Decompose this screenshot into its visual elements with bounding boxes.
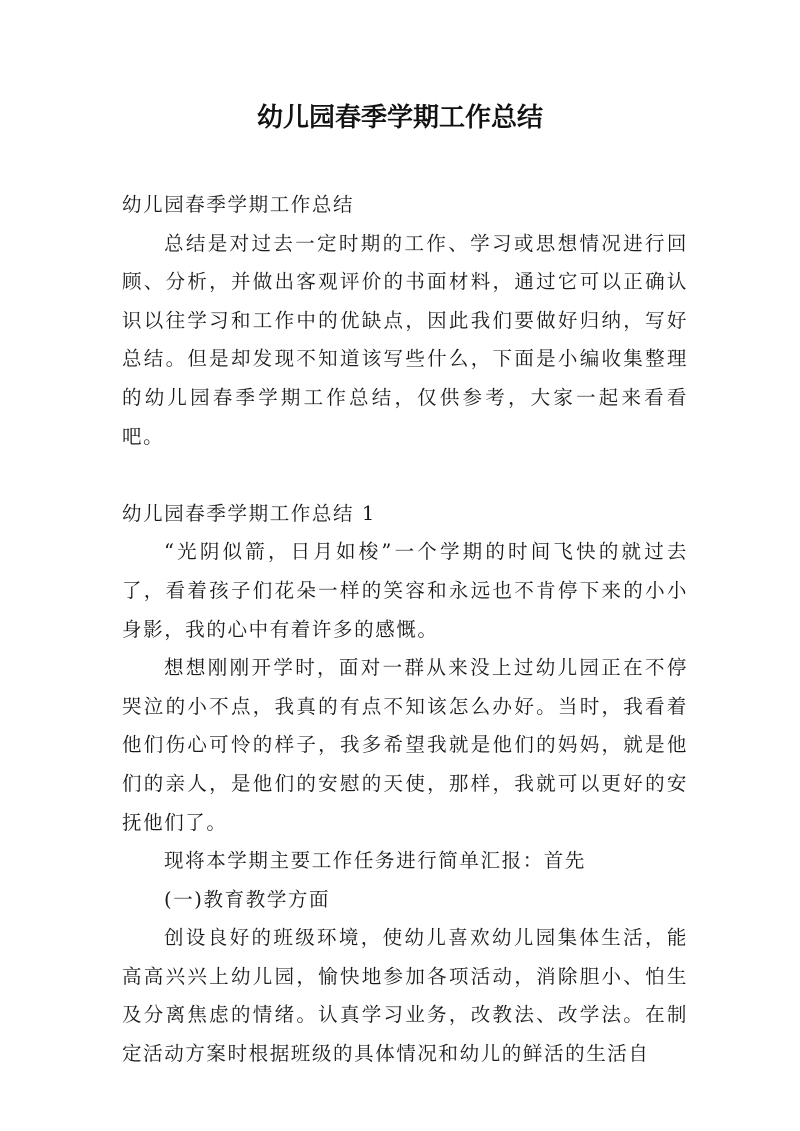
intro-paragraph: 总结是对过去一定时期的工作、学习或思想情况进行回顾、分析，并做出客观评价的书面材料，通过它可以正确认识以往学习和工作中的优缺点，因此我们要做好归纳，写好总结。但是却发现不知道该写些什么，下面是小编收集整理的幼儿园春季学期工作总结，仅供参考，大家一起来看看吧。 <box>122 231 688 448</box>
section-heading: 幼儿园春季学期工作总结 1 <box>122 501 376 525</box>
document-body <box>122 186 688 1074</box>
document-subtitle: 幼儿园春季学期工作总结 <box>122 193 355 216</box>
subsection-heading: (一)教育教学方面 <box>164 887 331 911</box>
document-title: 幼儿园春季学期工作总结 <box>256 103 543 133</box>
body-paragraph: “光阴似箭，日月如梭”一个学期的时间飞快的就过去了，看着孩子们花朵一样的笑容和永远也不肯停下来的小小身影，我的心中有着许多的感慨。 <box>122 540 688 641</box>
body-paragraph: 想想刚刚开学时，面对一群从来没上过幼儿园正在不停哭泣的小不点，我真的有点不知该怎么办好。当时，我看着他们伤心可怜的样子，我多希望我就是他们的妈妈，就是他们的亲人，是他们的安慰的天使，那样，我就可以更好的安抚他们了。 <box>122 656 688 834</box>
body-paragraph: 现将本学期主要工作任务进行简单汇报：首先 <box>164 849 587 873</box>
body-paragraph: 创设良好的班级环境，使幼儿喜欢幼儿园集体生活，能高高兴兴上幼儿园，愉快地参加各项活动，消除胆小、怕生及分离焦虑的情绪。认真学习业务，改教法、改学法。在制定活动方案时根据班级的具体情况和幼儿的鲜活的生活自 <box>122 926 688 1066</box>
paragraph-spacer <box>122 456 688 495</box>
